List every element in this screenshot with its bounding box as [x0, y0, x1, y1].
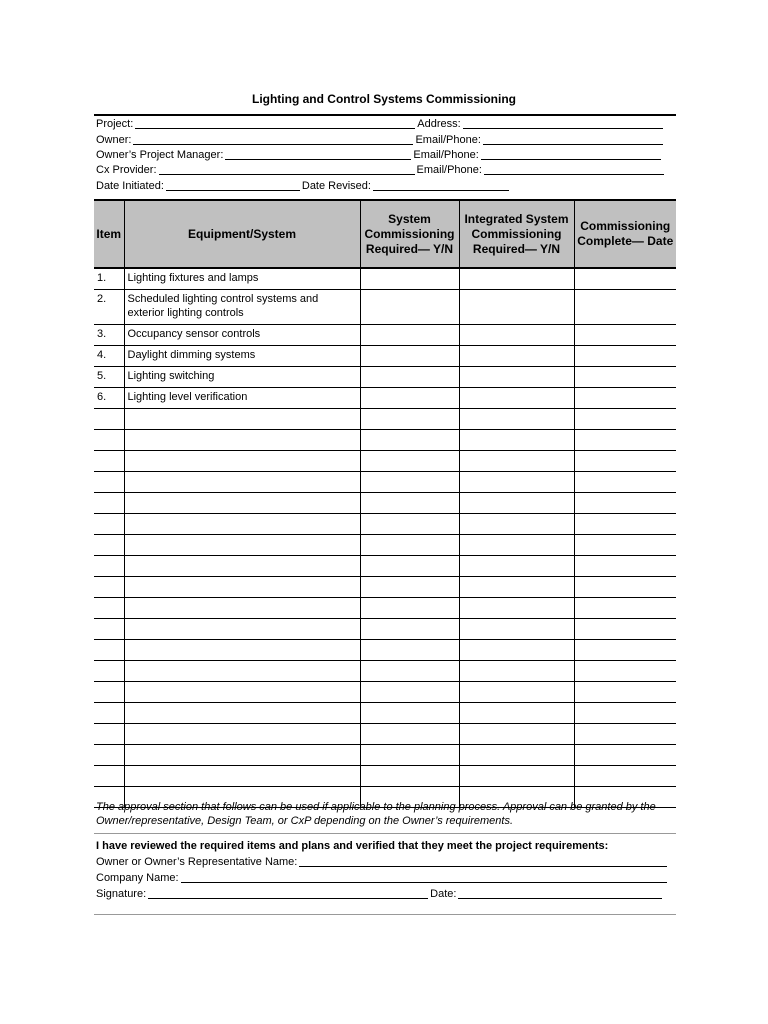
integrated-cx-cell[interactable] [459, 514, 574, 535]
integrated-cx-cell[interactable] [459, 724, 574, 745]
row-equipment-cell[interactable] [124, 661, 360, 682]
system-cx-cell[interactable] [360, 430, 459, 451]
table-row [94, 346, 676, 367]
row-number: 6. [94, 388, 124, 409]
blank-table-row [94, 514, 676, 535]
integrated-cx-cell[interactable] [459, 640, 574, 661]
row-equipment-cell[interactable] [124, 556, 360, 577]
email-phone-label: Email/Phone: [413, 149, 479, 161]
table-row [94, 268, 676, 290]
complete-date-cell[interactable] [574, 703, 676, 724]
row-number-cell[interactable] [94, 535, 124, 556]
cx-provider-row [96, 163, 666, 177]
cx-provider-label: Cx Provider: [96, 164, 157, 176]
row-equipment-cell[interactable] [124, 745, 360, 766]
blank-table-row [94, 472, 676, 493]
signature-field[interactable] [148, 887, 428, 899]
complete-date-cell[interactable] [574, 661, 676, 682]
approval-date-field[interactable] [458, 887, 662, 899]
complete-date-cell[interactable] [574, 682, 676, 703]
complete-date-cell[interactable] [574, 640, 676, 661]
project-label: Project: [96, 118, 134, 130]
system-cx-cell[interactable] [360, 409, 459, 430]
blank-table-row [94, 661, 676, 682]
row-number-cell[interactable] [94, 472, 124, 493]
row-equipment-cell[interactable] [124, 598, 360, 619]
row-equipment: Lighting level verification [124, 388, 360, 409]
integrated-cx-cell[interactable] [459, 472, 574, 493]
row-equipment-cell[interactable] [124, 682, 360, 703]
table-row [94, 367, 676, 388]
row-equipment-cell[interactable] [124, 535, 360, 556]
opm-row [96, 148, 663, 162]
complete-date-cell[interactable] [574, 430, 676, 451]
complete-date-cell[interactable] [574, 724, 676, 745]
row-equipment-cell[interactable] [124, 724, 360, 745]
date-initiated-label: Date Initiated: [96, 180, 164, 192]
rep-name-row [96, 855, 669, 869]
complete-date-cell[interactable] [574, 577, 676, 598]
blank-table-row [94, 703, 676, 724]
cx-provider-field[interactable] [159, 163, 415, 175]
blank-table-row [94, 724, 676, 745]
approval-date-label: Date: [430, 888, 457, 900]
blank-table-row [94, 640, 676, 661]
complete-date-cell[interactable] [574, 388, 676, 409]
row-equipment-cell[interactable] [124, 493, 360, 514]
system-cx-cell[interactable] [360, 682, 459, 703]
blank-table-row [94, 493, 676, 514]
date-revised-field[interactable] [373, 179, 509, 191]
blank-table-row [94, 556, 676, 577]
project-row [96, 117, 665, 131]
integrated-cx-cell[interactable] [459, 556, 574, 577]
row-number-cell[interactable] [94, 514, 124, 535]
table-row [94, 325, 676, 346]
integrated-cx-cell[interactable] [459, 430, 574, 451]
owner-email-field[interactable] [483, 133, 663, 145]
approval-note: The approval section that follows can be used if applicable to the planning process. Approval can be granted by the Owner/representative, Design Team, or CxP depending on the Owner’s requirements. [96, 801, 656, 827]
approval-divider [94, 833, 676, 834]
complete-date-cell[interactable] [574, 325, 676, 346]
opm-email-field[interactable] [481, 148, 661, 160]
complete-date-cell[interactable] [574, 409, 676, 430]
row-equipment-cell[interactable] [124, 409, 360, 430]
system-cx-cell[interactable] [360, 514, 459, 535]
complete-date-cell[interactable] [574, 535, 676, 556]
row-number-cell[interactable] [94, 640, 124, 661]
row-number-cell[interactable] [94, 661, 124, 682]
blank-table-row [94, 745, 676, 766]
integrated-cx-cell[interactable] [459, 367, 574, 388]
company-field[interactable] [181, 871, 667, 883]
date-revised-label: Date Revised: [301, 180, 371, 192]
complete-date-cell[interactable] [574, 745, 676, 766]
system-cx-cell[interactable] [360, 745, 459, 766]
company-row [96, 871, 669, 885]
project-field[interactable] [135, 117, 415, 129]
table-row [94, 388, 676, 409]
opm-field[interactable] [225, 148, 411, 160]
approval-heading: I have reviewed the required items and plans and verified that they meet the project requirements: [96, 840, 609, 852]
row-number: 1. [94, 268, 124, 290]
row-equipment: Occupancy sensor controls [124, 325, 360, 346]
system-cx-cell[interactable] [360, 577, 459, 598]
row-number-cell[interactable] [94, 409, 124, 430]
integrated-cx-cell[interactable] [459, 598, 574, 619]
row-number-cell[interactable] [94, 703, 124, 724]
complete-date-cell[interactable] [574, 514, 676, 535]
integrated-cx-cell[interactable] [459, 682, 574, 703]
title-divider [94, 114, 676, 116]
owner-row [96, 133, 665, 147]
row-equipment: Daylight dimming systems [124, 346, 360, 367]
complete-date-cell[interactable] [574, 556, 676, 577]
row-equipment-cell[interactable] [124, 472, 360, 493]
header-item: Item [94, 200, 124, 268]
row-equipment-cell[interactable] [124, 577, 360, 598]
cx-email-field[interactable] [484, 163, 664, 175]
blank-table-row [94, 577, 676, 598]
blank-table-row [94, 535, 676, 556]
row-number: 3. [94, 325, 124, 346]
complete-date-cell[interactable] [574, 451, 676, 472]
row-number: 2. [94, 290, 124, 325]
integrated-cx-cell[interactable] [459, 745, 574, 766]
complete-date-cell[interactable] [574, 472, 676, 493]
header-commissioning-complete: Commissioning Complete— Date [574, 200, 676, 268]
integrated-cx-cell[interactable] [459, 388, 574, 409]
row-number: 5. [94, 367, 124, 388]
owner-label: Owner: [96, 134, 132, 146]
row-equipment-cell[interactable] [124, 514, 360, 535]
system-cx-cell[interactable] [360, 268, 459, 290]
signature-row [96, 887, 664, 901]
row-number-cell[interactable] [94, 577, 124, 598]
system-cx-cell[interactable] [360, 367, 459, 388]
row-equipment-cell[interactable] [124, 640, 360, 661]
row-equipment-cell[interactable] [124, 703, 360, 724]
integrated-cx-cell[interactable] [459, 409, 574, 430]
integrated-cx-cell[interactable] [459, 325, 574, 346]
blank-table-row [94, 682, 676, 703]
complete-date-cell[interactable] [574, 268, 676, 290]
row-number-cell[interactable] [94, 724, 124, 745]
owner-field[interactable] [133, 133, 413, 145]
complete-date-cell[interactable] [574, 367, 676, 388]
signature-label: Signature: [96, 888, 147, 900]
company-label: Company Name: [96, 872, 179, 884]
complete-date-cell[interactable] [574, 619, 676, 640]
email-phone-label: Email/Phone: [415, 134, 481, 146]
system-cx-cell[interactable] [360, 493, 459, 514]
system-cx-cell[interactable] [360, 556, 459, 577]
integrated-cx-cell[interactable] [459, 619, 574, 640]
complete-date-cell[interactable] [574, 290, 676, 325]
system-cx-cell[interactable] [360, 661, 459, 682]
row-number-cell[interactable] [94, 598, 124, 619]
row-number-cell[interactable] [94, 430, 124, 451]
rep-name-label: Owner or Owner’s Representative Name: [96, 856, 298, 868]
blank-table-row [94, 766, 676, 787]
complete-date-cell[interactable] [574, 598, 676, 619]
blank-table-row [94, 598, 676, 619]
row-equipment-cell[interactable] [124, 451, 360, 472]
dates-row [96, 179, 511, 193]
integrated-cx-cell[interactable] [459, 703, 574, 724]
row-number-cell[interactable] [94, 745, 124, 766]
integrated-cx-cell[interactable] [459, 766, 574, 787]
integrated-cx-cell[interactable] [459, 535, 574, 556]
row-equipment-cell[interactable] [124, 619, 360, 640]
header-integrated-commissioning: Integrated System Commissioning Required— Y/N [459, 200, 574, 268]
system-cx-cell[interactable] [360, 766, 459, 787]
email-phone-label: Email/Phone: [416, 164, 482, 176]
row-number-cell[interactable] [94, 493, 124, 514]
system-cx-cell[interactable] [360, 388, 459, 409]
blank-table-row [94, 451, 676, 472]
system-cx-cell[interactable] [360, 472, 459, 493]
row-number-cell[interactable] [94, 682, 124, 703]
complete-date-cell[interactable] [574, 493, 676, 514]
header-equipment-system: Equipment/System [124, 200, 360, 268]
row-equipment: Scheduled lighting control systems and exterior lighting controls [124, 290, 360, 325]
opm-label: Owner’s Project Manager: [96, 149, 224, 161]
system-cx-cell[interactable] [360, 451, 459, 472]
row-number-cell[interactable] [94, 619, 124, 640]
row-equipment: Lighting fixtures and lamps [124, 268, 360, 290]
system-cx-cell[interactable] [360, 640, 459, 661]
row-equipment-cell[interactable] [124, 766, 360, 787]
row-number-cell[interactable] [94, 451, 124, 472]
blank-table-row [94, 430, 676, 451]
integrated-cx-cell[interactable] [459, 346, 574, 367]
rep-name-field[interactable] [299, 855, 667, 867]
row-equipment: Lighting switching [124, 367, 360, 388]
integrated-cx-cell[interactable] [459, 268, 574, 290]
commissioning-table [94, 199, 676, 808]
system-cx-cell[interactable] [360, 535, 459, 556]
row-number: 4. [94, 346, 124, 367]
form-title: Lighting and Control Systems Commissioning [251, 92, 516, 106]
address-label: Address: [417, 118, 461, 130]
table-row [94, 290, 676, 325]
integrated-cx-cell[interactable] [459, 451, 574, 472]
address-field[interactable] [463, 117, 663, 129]
complete-date-cell[interactable] [574, 346, 676, 367]
row-equipment-cell[interactable] [124, 430, 360, 451]
system-cx-cell[interactable] [360, 619, 459, 640]
system-cx-cell[interactable] [360, 346, 459, 367]
header-system-commissioning: System Commissioning Required— Y/N [360, 200, 459, 268]
system-cx-cell[interactable] [360, 598, 459, 619]
complete-date-cell[interactable] [574, 766, 676, 787]
integrated-cx-cell[interactable] [459, 493, 574, 514]
row-number-cell[interactable] [94, 766, 124, 787]
row-number-cell[interactable] [94, 556, 124, 577]
blank-table-row [94, 409, 676, 430]
bottom-divider [94, 914, 676, 915]
system-cx-cell[interactable] [360, 290, 459, 325]
integrated-cx-cell[interactable] [459, 577, 574, 598]
system-cx-cell[interactable] [360, 724, 459, 745]
system-cx-cell[interactable] [360, 325, 459, 346]
system-cx-cell[interactable] [360, 703, 459, 724]
blank-table-row [94, 619, 676, 640]
integrated-cx-cell[interactable] [459, 290, 574, 325]
integrated-cx-cell[interactable] [459, 661, 574, 682]
date-initiated-field[interactable] [166, 179, 300, 191]
